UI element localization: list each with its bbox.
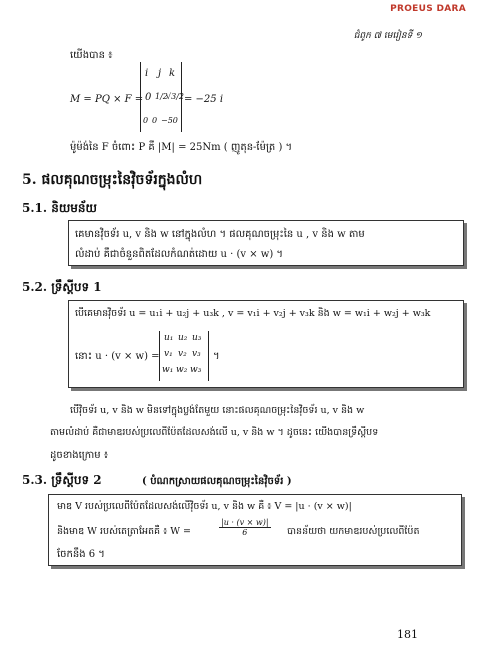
theorem-2-line: បានន័យថា យកមាឌរបស់ប្រលេពីប៉ែត [287,526,420,537]
theorem-1-determinant [159,331,209,381]
paragraph-line: ដូចខាងក្រោម ៖ [50,450,109,461]
det-cell: w₁ [162,365,174,375]
theorem-2-line: មាឌ V របស់ប្រលេពីប៉ែតដែលសង់លើវ៉ិចទ័រ u, v និង w គឺ ៖ V = |u · (v × w)| [57,501,352,512]
theorem-1-line: បើគេមានវ៉ិចទ័រ u = u₁i + u₂j + u₃k , v = v₁i + v₂j + v₃k និង w = w₁i + w₂j + w₃k [75,308,431,319]
subsection-title-theorem-2: 5.3. ទ្រឹស្តីបទ 2 [22,473,102,487]
det-cell: −50 [161,116,178,125]
chapter-header: ជំពូក ៧ មេរៀនទី ១ [353,31,422,41]
section-title: 5. ផលគុណចម្រុះនៃវ៉ិចទ័រក្នុងលំហ [22,172,203,188]
theorem-1-label: នោះ u · (v × w) = [75,351,160,362]
moment-equation-right: = −25 i [184,94,224,105]
det-cell: v₃ [192,349,201,359]
brand-label: PROEUS DARA [390,4,466,14]
moment-text: ម៉ូម៉ង់នៃ F ចំពោះ P គឺ |M| = 25Nm ( ញូតុន-ម៉ែត្រ ) ។ [70,142,293,153]
determinant-matrix [140,62,182,132]
definition-line: គេមានវ៉ិចទ័រ u, v និង w នៅក្នុងលំហ ។ ផលគុណចម្រុះនៃ u , v និង w តាម [75,229,365,240]
theorem-1-end: ។ [213,351,220,362]
det-cell: 0 [143,116,150,125]
volume-fraction [219,517,271,537]
det-cell: u₃ [192,333,202,343]
page-number: 181 [397,628,418,641]
theorem-2-line: ចែកនឹង 6 ។ [57,549,105,560]
subsection-title-definition: 5.1. និយមន័យ [22,201,97,215]
moment-equation-left: M = PQ × F = [70,94,144,105]
det-cell: 0 [152,116,158,125]
theorem-1-box [68,300,464,388]
definition-box [68,220,464,266]
det-cell: 1/2 [155,92,168,101]
det-cell: j [158,68,162,79]
det-cell: i [145,68,149,79]
subsection-title-theorem-1: 5.2. ទ្រឹស្តីបទ 1 [22,280,102,294]
intro-label: យើងបាន ៖ [70,50,113,61]
fraction-numerator: |u · (v × w)| [221,518,269,527]
definition-line: លំដាប់ គឺជាចំនួនពិតដែលកំណត់ដោយ u · (v × w) ។ [75,249,284,260]
det-cell: w₂ [176,365,188,375]
det-cell: 0 [145,92,152,103]
fraction-denominator: 6 [242,528,248,537]
det-cell: w₃ [190,365,202,375]
det-cell: u₂ [178,333,188,343]
det-cell: u₁ [164,333,174,343]
det-cell: v₂ [178,349,187,359]
theorem-2-note: ( បំណកស្រាយផលគុណចម្រុះនៃវ៉ិចទ័រ ) [142,476,292,487]
paragraph-line: តាមលំដាប់ គឺជាមាឌរបស់ប្រលេពីប៉ែតដែលសង់លើ u, v និង w ។ ដូចនេះ យើងបានទ្រឹស្តីបទ [50,427,379,438]
theorem-2-line: និងមាឌ W របស់តេត្រាអែតគឺ ៖ W = [57,526,192,537]
theorem-2-box [48,494,462,566]
paragraph-line: បើវ៉ិចទ័រ u, v និង w មិនទៅក្នុងប្លង់តែមួយ នោះផលគុណចម្រុះនៃវ៉ិចទ័រ u, v និង w [70,405,365,416]
det-cell: √3/2 [166,92,184,101]
det-cell: k [169,68,176,79]
det-cell: v₁ [164,349,173,359]
